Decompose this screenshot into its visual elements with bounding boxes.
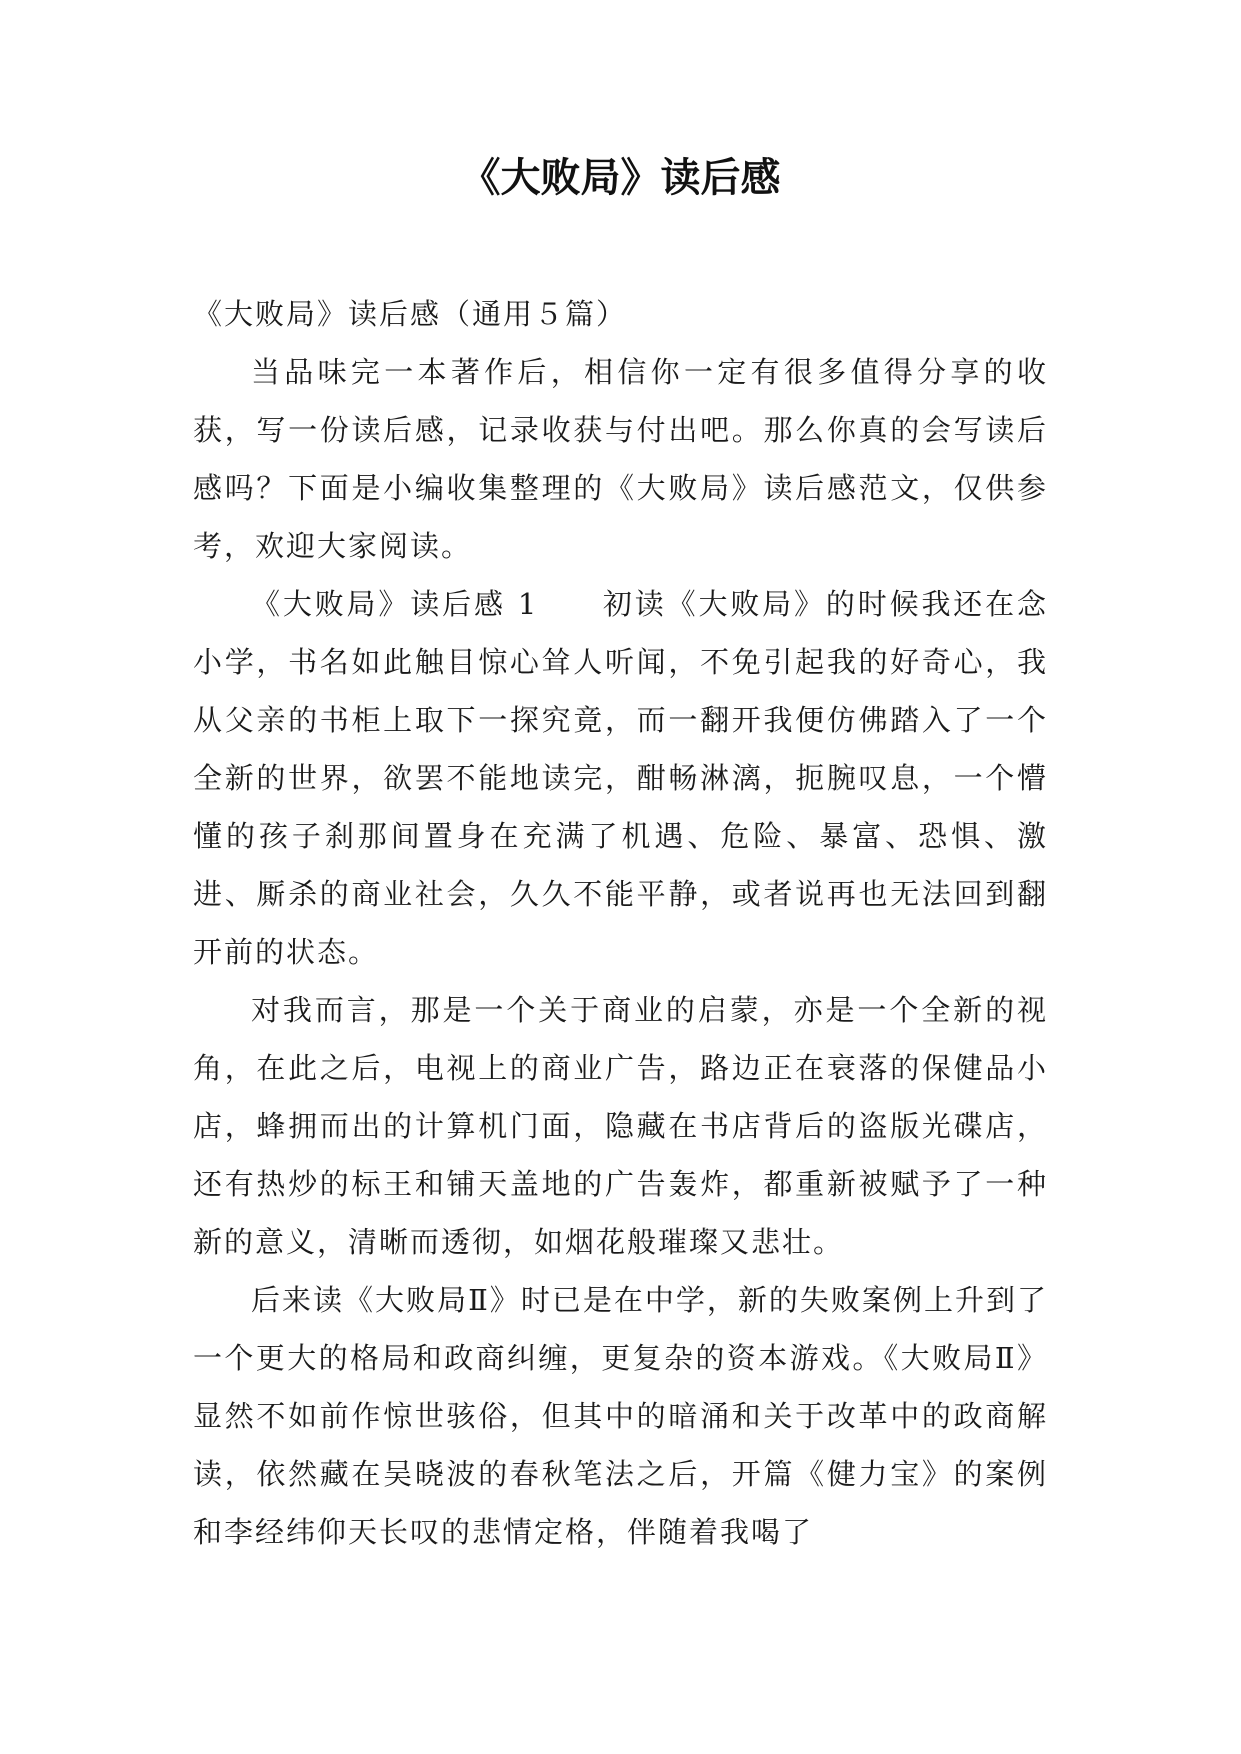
- paragraph-essay-1: 《大败局》读后感 1 初读《大败局》的时候我还在念小学，书名如此触目惊心耸人听闻，不免引起我的好奇心，我从父亲的书柜上取下一探究竟，而一翻开我便仿佛踏入了一个全新的世界，欲罢不能地读完，酣畅淋漓，扼腕叹息，一个懵懂的孩子刹那间置身在充满了机遇、危险、暴富、恐惧、激进、厮杀的商业社会，久久不能平静，或者说再也无法回到翻开前的状态。: [193, 587, 1048, 969]
- paragraph-sequel: 后来读《大败局Ⅱ》时已是在中学，新的失败案例上升到了一个更大的格局和政商纠缠，更复杂的资本游戏。《大败局Ⅱ》显然不如前作惊世骇俗，但其中的暗涌和关于改革中的政商解读，依然藏在吴晓波的春秋笔法之后，开篇《健力宝》的案例和李经纬仰天长叹的悲情定格，伴随着我喝了: [193, 1283, 1048, 1549]
- paragraph-intro: 当品味完一本著作后，相信你一定有很多值得分享的收获，写一份读后感，记录收获与付出吧。那么你真的会写读后感吗？下面是小编收集整理的《大败局》读后感范文，仅供参考，欢迎大家阅读。: [193, 355, 1048, 563]
- document-subtitle: 《大败局》读后感（通用５篇）: [193, 297, 628, 331]
- document-title: 《大败局》读后感: [460, 155, 781, 201]
- paragraph-business-enlightenment: 对我而言，那是一个关于商业的启蒙，亦是一个全新的视角，在此之后，电视上的商业广告，路边正在衰落的保健品小店，蜂拥而出的计算机门面，隐藏在书店背后的盗版光碟店，还有热炒的标王和铺天盖地的广告轰炸，都重新被赋予了一种新的意义，清晰而透彻，如烟花般璀璨又悲壮。: [193, 993, 1048, 1259]
- document-body: [193, 285, 1048, 1561]
